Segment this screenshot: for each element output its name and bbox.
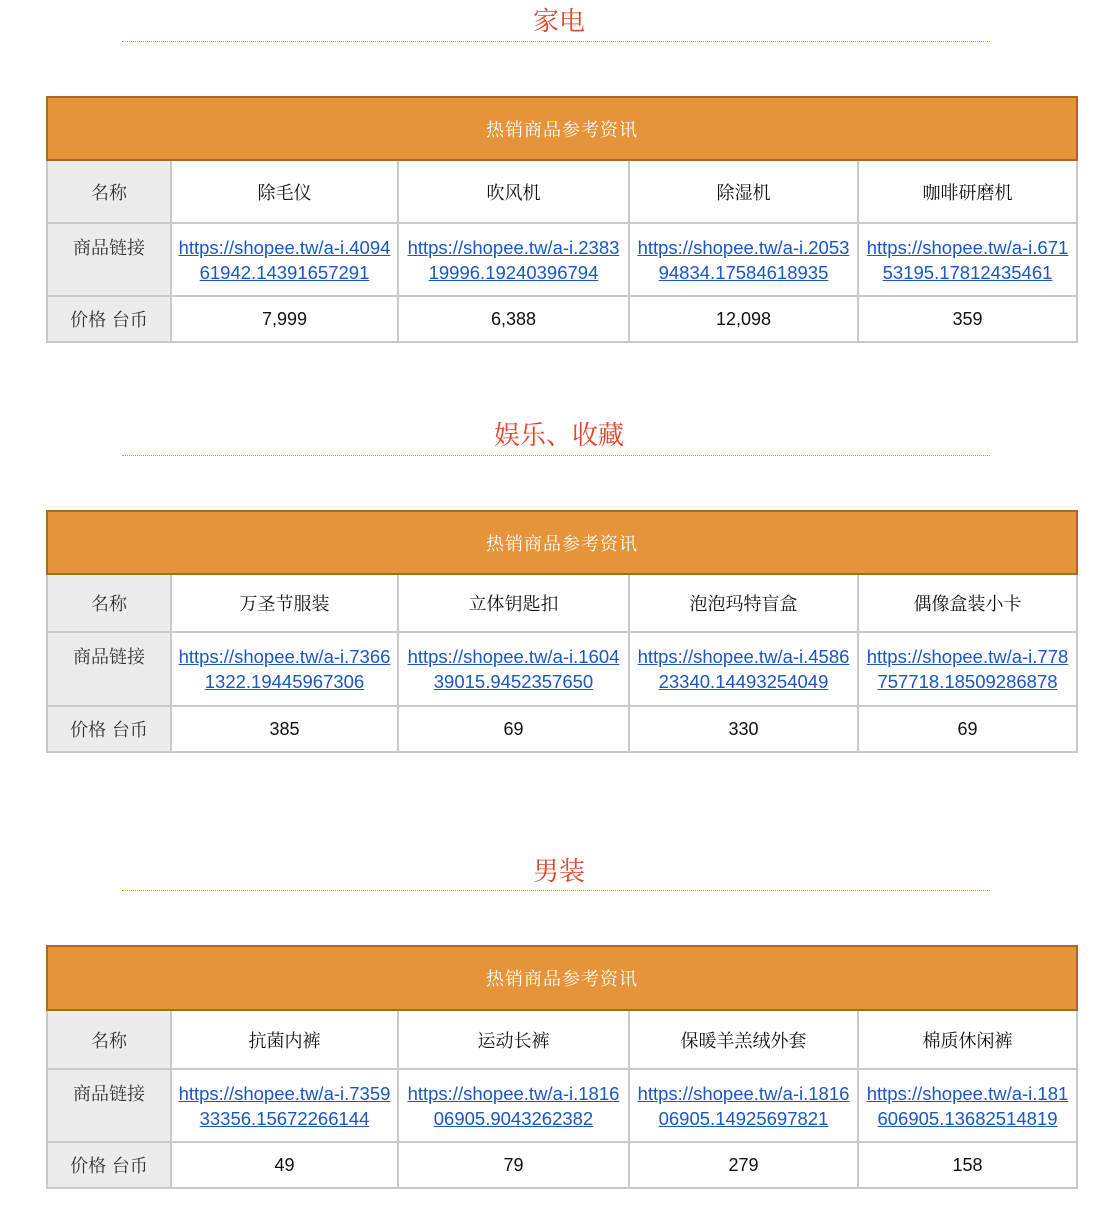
- product-name: 偶像盒装小卡: [858, 574, 1077, 632]
- product-link[interactable]: https://shopee.tw/a-i.409461942.14391657291: [178, 236, 391, 283]
- product-link[interactable]: https://shopee.tw/a-i.205394834.17584618935: [637, 236, 850, 283]
- product-link[interactable]: https://shopee.tw/a-i.735933356.15672266144: [178, 1082, 391, 1129]
- link-cell: [629, 1069, 858, 1142]
- product-link[interactable]: https://shopee.tw/a-i.181606905.14925697821: [637, 1082, 850, 1129]
- link-cell: [398, 223, 629, 296]
- product-name: 保暖羊羔绒外套: [629, 1010, 858, 1069]
- link-cell: [171, 632, 398, 706]
- product-name: 泡泡玛特盲盒: [629, 574, 858, 632]
- product-link[interactable]: https://shopee.tw/a-i.181606905.13682514819: [866, 1082, 1069, 1129]
- row-label-name: 名称: [47, 160, 171, 223]
- product-link[interactable]: https://shopee.tw/a-i.458623340.14493254049: [637, 646, 850, 692]
- row-label-price: 价格 台币: [47, 296, 171, 342]
- row-label-price: 价格 台币: [47, 1142, 171, 1188]
- link-cell: [171, 1069, 398, 1142]
- product-table-appliances: [46, 96, 1078, 343]
- product-link[interactable]: https://shopee.tw/a-i.181606905.9043262382: [407, 1082, 620, 1129]
- product-price: 79: [398, 1142, 629, 1188]
- row-label-link: 商品链接: [47, 632, 171, 706]
- product-name: 除湿机: [629, 160, 858, 223]
- section-divider: [122, 890, 990, 891]
- product-price: 69: [398, 706, 629, 752]
- product-link[interactable]: https://shopee.tw/a-i.238319996.19240396794: [407, 236, 620, 283]
- product-price: 359: [858, 296, 1077, 342]
- product-name: 除毛仪: [171, 160, 398, 223]
- product-name: 棉质休闲裤: [858, 1010, 1077, 1069]
- product-link[interactable]: https://shopee.tw/a-i.67153195.17812435461: [866, 236, 1069, 283]
- product-price: 330: [629, 706, 858, 752]
- product-name: 万圣节服装: [171, 574, 398, 632]
- product-link[interactable]: https://shopee.tw/a-i.73661322.19445967306: [178, 646, 391, 692]
- row-label-link: 商品链接: [47, 223, 171, 296]
- row-label-price: 价格 台币: [47, 706, 171, 752]
- product-name: 咖啡研磨机: [858, 160, 1077, 223]
- product-name: 立体钥匙扣: [398, 574, 629, 632]
- product-price: 279: [629, 1142, 858, 1188]
- table-header: 热销商品参考资讯: [47, 97, 1077, 160]
- product-price: 69: [858, 706, 1077, 752]
- link-cell: [858, 223, 1077, 296]
- link-cell: [629, 223, 858, 296]
- section-divider: [122, 41, 990, 42]
- section-divider: [122, 455, 990, 456]
- product-price: 385: [171, 706, 398, 752]
- product-price: 158: [858, 1142, 1077, 1188]
- link-cell: [858, 1069, 1077, 1142]
- row-label-name: 名称: [47, 574, 171, 632]
- product-price: 6,388: [398, 296, 629, 342]
- product-link[interactable]: https://shopee.tw/a-i.160439015.9452357650: [407, 646, 620, 692]
- product-price: 49: [171, 1142, 398, 1188]
- table-header: 热销商品参考资讯: [47, 511, 1077, 574]
- row-label-link: 商品链接: [47, 1069, 171, 1142]
- product-name: 运动长裤: [398, 1010, 629, 1069]
- product-price: 12,098: [629, 296, 858, 342]
- row-label-name: 名称: [47, 1010, 171, 1069]
- product-price: 7,999: [171, 296, 398, 342]
- link-cell: [398, 632, 629, 706]
- link-cell: [398, 1069, 629, 1142]
- product-link[interactable]: https://shopee.tw/a-i.778757718.18509286878: [866, 646, 1069, 692]
- product-table-menswear: [46, 945, 1078, 1189]
- section-title-appliances: 家电: [532, 7, 585, 37]
- link-cell: [629, 632, 858, 706]
- link-cell: [858, 632, 1077, 706]
- product-table-entertainment: [46, 510, 1078, 753]
- table-header: 热销商品参考资讯: [47, 946, 1077, 1010]
- product-name: 吹风机: [398, 160, 629, 223]
- section-title-menswear: 男装: [532, 857, 585, 887]
- section-title-entertainment: 娱乐、收藏: [493, 421, 624, 451]
- product-name: 抗菌内裤: [171, 1010, 398, 1069]
- link-cell: [171, 223, 398, 296]
